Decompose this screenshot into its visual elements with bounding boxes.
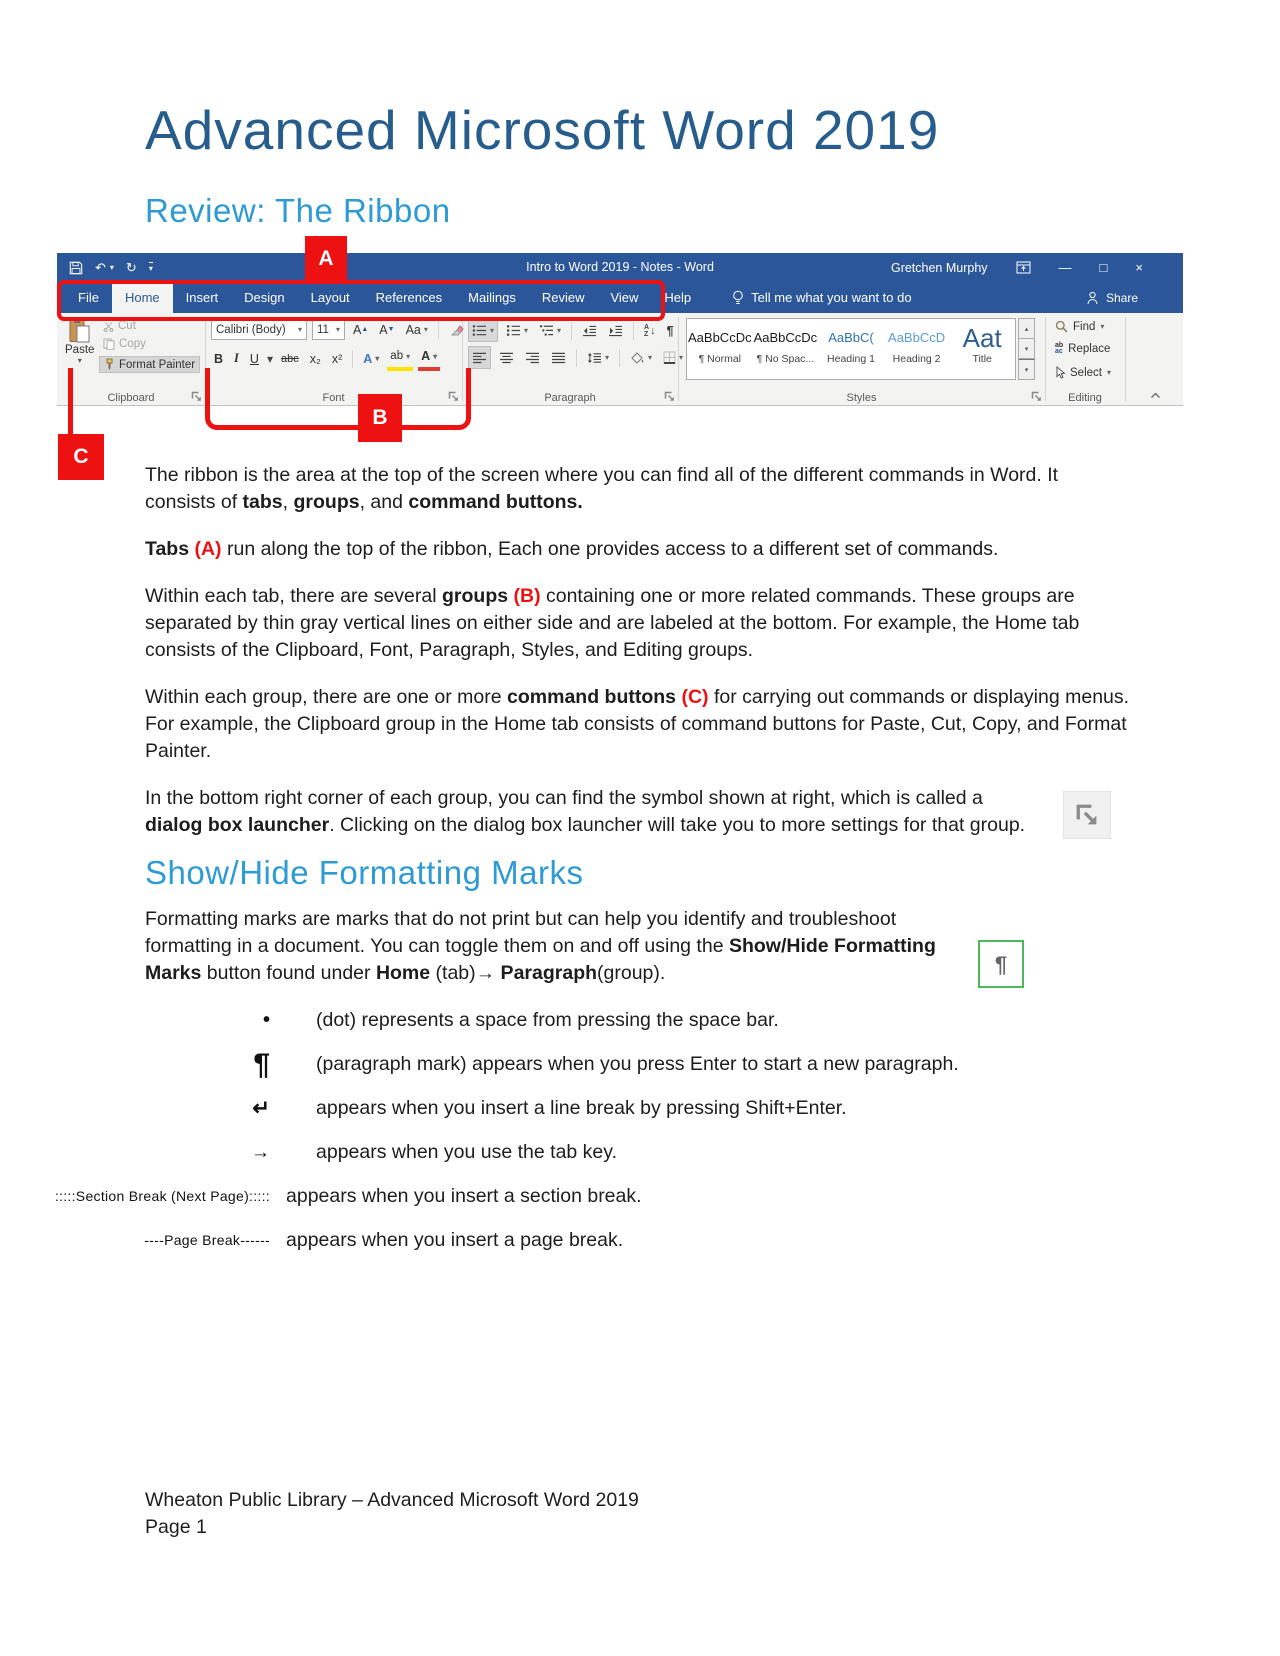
minimize-button[interactable]: — — [1058, 260, 1072, 275]
section-heading-showhide: Show/Hide Formatting Marks — [145, 854, 584, 891]
paragraph-formatting-marks: Formatting marks are marks that do not print but can help you identify and troubleshoot formatting in a document. You can toggle them on and off using the Show/Hide Formatting Marks button found under Home (tab)→ Paragraph(group). — [145, 908, 936, 984]
paragraph-tabs: Tabs (A) run along the top of the ribbon, Each one provides access to a different set of commands. — [145, 538, 999, 560]
title-bar — [57, 253, 1183, 282]
maximize-button[interactable]: □ — [1099, 260, 1108, 275]
font-group-label: Font — [322, 392, 345, 404]
numbering-button[interactable]: ▾ — [503, 320, 531, 341]
shading-bucket-icon[interactable]: ▾ — [627, 347, 655, 368]
font-color-button[interactable]: A ▾ — [418, 346, 440, 371]
lightbulb-icon — [732, 290, 744, 306]
annotation-a-tabs-outline — [57, 280, 665, 321]
highlight-color-button[interactable]: ab ▾ — [387, 346, 413, 371]
font-size-combo[interactable] — [312, 320, 345, 340]
align-right-button[interactable] — [522, 347, 543, 368]
bullets-button[interactable]: ▾ — [468, 319, 498, 342]
copy-pages-icon — [103, 338, 115, 350]
page-break-mark: ----Page Break------ — [144, 1232, 270, 1248]
select-label: Select — [1070, 366, 1102, 379]
paintbrush-icon — [104, 358, 115, 371]
format-painter-label: Format Painter — [119, 358, 196, 371]
share-label: Share — [1105, 290, 1138, 305]
tab-insert[interactable]: Insert — [185, 290, 219, 305]
clipboard-paste-icon — [68, 317, 91, 344]
gallery-scroll-up-icon[interactable]: ▴ — [1018, 318, 1035, 339]
cursor-arrow-icon — [1055, 366, 1065, 379]
styles-gallery — [686, 318, 1016, 380]
copy-label: Copy — [119, 338, 146, 350]
page-footer — [145, 1487, 639, 1541]
styles-gallery-scrollbar — [1018, 318, 1035, 380]
format-painter-button[interactable] — [99, 356, 200, 373]
style-heading-1[interactable]: AaBbC( Heading 1 — [827, 330, 875, 365]
underline-button[interactable]: U — [249, 351, 259, 366]
share-button[interactable] — [1085, 282, 1138, 313]
text-effects-button[interactable]: A ▾ — [363, 351, 380, 366]
align-center-button[interactable] — [496, 347, 517, 368]
align-left-button[interactable] — [468, 346, 491, 369]
clipboard-group-label: Clipboard — [107, 392, 155, 404]
sort-button[interactable]: A Z ↓ — [644, 323, 656, 338]
grow-font-button[interactable]: A ▲ — [353, 322, 369, 337]
list-item: ¶ (paragraph mark) appears when you press Enter to start a new paragraph. — [50, 1051, 1130, 1078]
strikethrough-button[interactable]: abc — [280, 352, 299, 365]
space-dot-mark: • — [262, 1009, 270, 1031]
tab-help[interactable]: Help — [664, 290, 692, 305]
list-item: ----Page Break------ appears when you insert a page break. — [50, 1227, 1130, 1254]
annotation-b-label: B — [358, 394, 402, 442]
paragraph-groups: Within each tab, there are several groups (B) containing one or more related commands. These groups are separated by thin gray vertical lines on either side and are labeled at the bottom. For example, the Home tab consists of the Clipboard, Font, Paragraph, Styles, and Editing groups. — [145, 585, 1080, 661]
style-title[interactable]: Aat Title — [962, 326, 1002, 365]
annotation-b-bracket — [205, 368, 471, 430]
user-name[interactable]: Gretchen Murphy — [890, 260, 988, 275]
clipboard-dialog-launcher-icon[interactable] — [191, 391, 202, 402]
scissors-icon — [103, 321, 114, 332]
list-item: ↵ appears when you insert a line break by pressing Shift+Enter. — [50, 1095, 1130, 1122]
cut-label: Cut — [118, 320, 136, 332]
page-title: Advanced Microsoft Word 2019 — [145, 99, 940, 161]
section-heading-review: Review: The Ribbon — [145, 192, 451, 229]
italic-button[interactable]: I — [234, 351, 239, 365]
font-size-value: 11 — [317, 323, 329, 336]
subscript-button[interactable]: x₂ — [309, 351, 321, 366]
section-break-mark: :::::Section Break (Next Page)::::: — [54, 1188, 270, 1204]
font-name-value: Calibri (Body) — [216, 323, 286, 336]
borders-button[interactable]: ▾ — [660, 347, 686, 368]
justify-button[interactable] — [548, 347, 569, 368]
undo-icon[interactable]: ↶ — [95, 259, 106, 275]
customize-qat-icon[interactable]: ▾ — [148, 264, 153, 273]
share-person-icon — [1085, 291, 1100, 305]
list-item: → appears when you use the tab key. — [50, 1139, 1130, 1166]
paragraph-formatting-marks-wrap — [145, 906, 1008, 987]
tab-layout[interactable]: Layout — [310, 290, 350, 305]
tab-design[interactable]: Design — [244, 290, 285, 305]
change-case-button[interactable]: Aa ▾ — [405, 322, 428, 337]
find-label: Find — [1073, 320, 1096, 333]
clipboard-group — [57, 313, 205, 406]
collapse-ribbon-icon[interactable] — [1150, 392, 1161, 399]
find-button[interactable] — [1055, 320, 1104, 333]
paste-dropdown-caret[interactable]: ▾ — [77, 356, 82, 365]
tell-me-label: Tell me what you want to do — [751, 290, 912, 305]
chevron-down-icon: ▾ — [335, 325, 340, 334]
superscript-button[interactable]: x² — [331, 351, 343, 366]
window-title: Intro to Word 2019 - Notes - Word — [526, 260, 714, 274]
styles-group — [678, 313, 1045, 406]
editing-group — [1045, 313, 1125, 406]
group-divider — [1125, 317, 1126, 401]
tab-review[interactable]: Review — [541, 290, 585, 305]
select-button[interactable] — [1055, 366, 1111, 379]
show-hide-button-example-icon: ¶ — [978, 940, 1024, 988]
replace-label: Replace — [1068, 343, 1111, 355]
underline-caret[interactable]: ▾ — [266, 351, 273, 366]
style-heading-2[interactable]: AaBbCcD Heading 2 — [888, 330, 946, 365]
tab-mailings[interactable]: Mailings — [468, 290, 516, 305]
footer-line-2: Page 1 — [145, 1516, 207, 1538]
chevron-down-icon: ▾ — [1100, 322, 1105, 331]
tab-home[interactable]: Home — [112, 282, 173, 313]
show-hide-formatting-button[interactable]: ¶ — [666, 323, 674, 338]
paragraph-ribbon-intro: The ribbon is the area at the top of the screen where you can find all of the different commands in Word. It consists of tabs, groups, and command buttons. — [145, 464, 1059, 513]
paragraph-mark: ¶ — [253, 1047, 270, 1081]
style-normal[interactable]: AaBbCcDc ¶ Normal — [688, 330, 752, 365]
undo-dropdown-caret[interactable]: ▾ — [109, 263, 114, 272]
dialog-box-launcher-example-icon — [1063, 791, 1111, 839]
redo-icon[interactable]: ↻ — [125, 259, 137, 275]
paste-label: Paste — [65, 344, 95, 356]
ribbon-display-options-icon[interactable] — [1016, 261, 1031, 274]
tab-arrow-mark: → — [251, 1142, 270, 1163]
gallery-scroll-down-icon[interactable]: ▾ — [1018, 339, 1035, 359]
tab-references[interactable]: References — [375, 290, 443, 305]
line-break-mark: ↵ — [252, 1097, 270, 1120]
paragraph-dialog-launcher: In the bottom right corner of each group, you can find the symbol shown at right, which is called a dialog box launcher. Clicking on the dialog box launcher will take you to more settings for that group. — [145, 787, 1026, 836]
multilevel-list-button[interactable]: ▾ — [536, 320, 564, 341]
footer-line-1: Wheaton Public Library – Advanced Microsoft Word 2019 — [145, 1489, 639, 1511]
annotation-c-label: C — [58, 434, 104, 480]
paragraph-command-buttons: Within each group, there are one or more command buttons (C) for carrying out commands or displaying menus. For example, the Clipboard group in the Home tab consists of command buttons for Paste, Cut, Copy, and Format Painter. — [145, 686, 1130, 762]
quick-access-toolbar — [69, 253, 153, 282]
tell-me-box[interactable] — [732, 282, 911, 313]
paragraph-dialog-launcher-icon[interactable] — [664, 391, 675, 402]
style-no-spacing[interactable]: AaBbCcDc ¶ No Spac... — [753, 330, 818, 365]
close-button[interactable]: × — [1135, 260, 1143, 275]
gallery-more-icon[interactable]: ▾ — [1018, 359, 1035, 380]
chevron-down-icon: ▾ — [1106, 368, 1111, 377]
font-name-combo[interactable] — [211, 320, 307, 340]
document-body — [54, 462, 1130, 1271]
replace-button[interactable] — [1055, 343, 1110, 355]
styles-group-label: Styles — [846, 392, 877, 404]
copy-button[interactable] — [103, 338, 146, 350]
titlebar-right — [891, 253, 1183, 282]
save-icon[interactable] — [69, 261, 83, 275]
annotation-a-label: A — [305, 236, 347, 282]
cut-button[interactable] — [103, 320, 136, 332]
bold-button[interactable]: B — [214, 351, 224, 366]
paste-button[interactable] — [65, 317, 94, 365]
shrink-font-button[interactable]: A ▼ — [379, 322, 395, 337]
styles-dialog-launcher-icon[interactable] — [1031, 391, 1042, 402]
list-item: • (dot) represents a space from pressing the space bar. — [50, 1007, 1130, 1034]
decrease-indent-icon[interactable] — [579, 320, 600, 341]
replace-ab-ac-icon: ab ac — [1055, 342, 1064, 355]
tab-file[interactable]: File — [78, 290, 99, 305]
annotation-c-line — [68, 368, 73, 434]
chevron-down-icon: ▾ — [297, 325, 302, 334]
increase-indent-icon[interactable] — [605, 320, 626, 341]
editing-group-label: Editing — [1068, 392, 1102, 404]
magnifier-icon — [1055, 320, 1068, 333]
paragraph-group — [462, 313, 684, 406]
list-item: :::::Section Break (Next Page)::::: appears when you insert a section break. — [50, 1183, 1130, 1210]
paragraph-dialog-launcher-wrap — [145, 785, 1045, 839]
paragraph-group-label: Paragraph — [544, 392, 596, 404]
formatting-marks-list — [50, 1007, 1130, 1254]
line-spacing-button[interactable]: ▾ — [584, 347, 612, 368]
tab-view[interactable]: View — [610, 290, 639, 305]
